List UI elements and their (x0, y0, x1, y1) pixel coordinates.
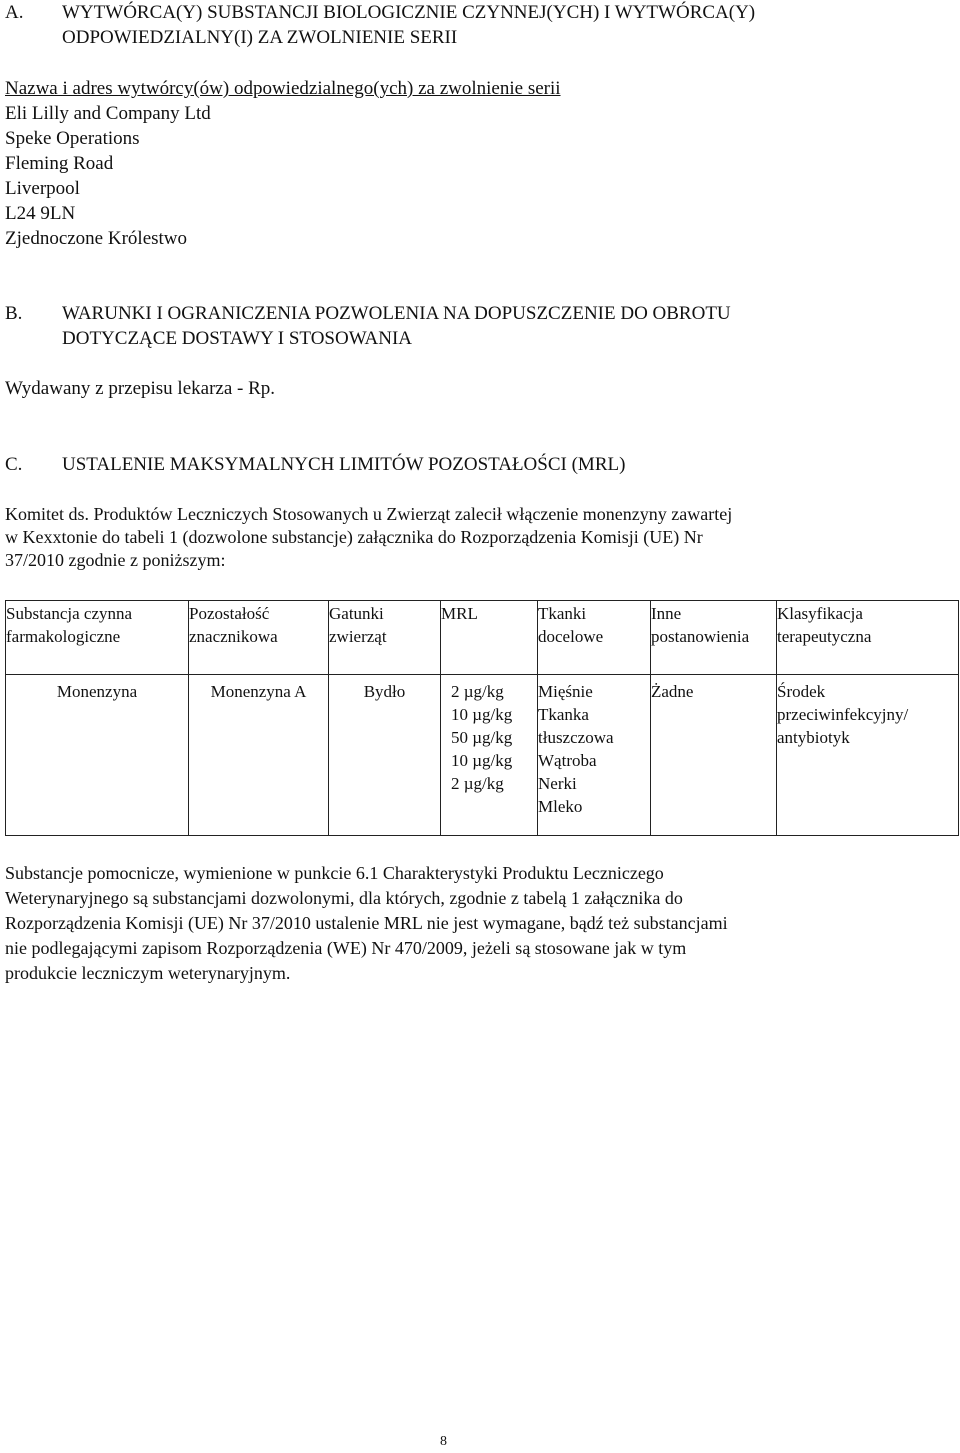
header-text: Pozostałość (189, 604, 270, 623)
address-line: Speke Operations (5, 128, 140, 149)
cell-mrl (441, 675, 538, 836)
prescription-text: Wydawany z przepisu lekarza - Rp. (5, 378, 276, 399)
cell-species: Bydło (329, 675, 441, 836)
table-row (6, 675, 959, 836)
section-c-letter: C. (5, 454, 23, 475)
section-b-title-line: WARUNKI I OGRANICZENIA POZWOLENIA NA DOPUSZCZENIE DO OBROTU (62, 303, 731, 324)
cell-substance: Monenzyna (6, 675, 189, 836)
address-line: Zjednoczone Królestwo (5, 228, 188, 249)
paragraph-line: Weterynaryjnego są substancjami dozwolonymi, dla których, zgodnie z tabelą 1 załącznika do (5, 888, 683, 908)
section-b-title-line: DOTYCZĄCE DOSTAWY I STOSOWANIA (62, 328, 413, 349)
section-a-letter: A. (5, 2, 24, 23)
mrl-table (5, 600, 959, 836)
tissue-value: Mleko (538, 797, 583, 816)
tissue-value: Wątroba (538, 751, 597, 770)
paragraph-line: w Kexxtonie do tabeli 1 (dozwolone substancje) załącznika do Rozporządzenia Komisji (UE) Nr (5, 527, 703, 547)
section-a-heading (5, 0, 945, 52)
paragraph-line: produkcie leczniczym weterynaryjnym. (5, 963, 291, 983)
header-cell-species (329, 601, 441, 675)
classification-value: Środek (777, 682, 826, 701)
header-text: farmakologiczne (6, 627, 121, 646)
header-cell-mrl (441, 601, 538, 675)
cell-other: Żadne (651, 675, 777, 836)
paragraph-line: Substancje pomocnicze, wymienione w punkcie 6.1 Charakterystyki Produktu Leczniczego (5, 863, 664, 883)
tissue-value: tłuszczowa (538, 728, 614, 747)
header-text: Gatunki (329, 604, 384, 623)
header-text: Tkanki (538, 604, 587, 623)
mrl-value: 10 µg/kg (451, 751, 513, 770)
mrl-intro-paragraph (5, 503, 955, 572)
header-cell-tissues (538, 601, 651, 675)
header-text: MRL (441, 604, 478, 623)
header-text: znacznikowa (189, 627, 278, 646)
section-b-heading (5, 301, 945, 353)
header-cell-other (651, 601, 777, 675)
section-b-title (62, 301, 942, 351)
mrl-value: 2 µg/kg (451, 682, 504, 701)
classification-value: przeciwinfekcyjny/ (777, 705, 909, 724)
cell-marker: Monenzyna A (189, 675, 329, 836)
address-label: Nazwa i adres wytwórcy(ów) odpowiedzialnego(ych) za zwolnienie serii (5, 78, 561, 99)
tissue-value: Mięśnie (538, 682, 593, 701)
header-text: Inne (651, 604, 682, 623)
paragraph-line: nie podlegającymi zapisom Rozporządzenia (WE) Nr 470/2009, jeżeli są stosowane jak w tym (5, 938, 687, 958)
header-text: zwierząt (329, 627, 387, 646)
address-line: Liverpool (5, 178, 80, 199)
header-text: terapeutyczna (777, 627, 872, 646)
header-text: Substancja czynna (6, 604, 133, 623)
tissue-value: Nerki (538, 774, 577, 793)
mrl-value: 2 µg/kg (451, 774, 504, 793)
page-number: 8 (440, 1434, 447, 1449)
section-a-title (62, 0, 942, 50)
tissue-value: Tkanka (538, 705, 589, 724)
section-b-letter: B. (5, 303, 23, 324)
section-c-heading (5, 452, 945, 478)
header-text: docelowe (538, 627, 604, 646)
paragraph-line: Komitet ds. Produktów Leczniczych Stosowanych u Zwierząt zalecił włączenie monenzyny zawartej (5, 504, 733, 524)
address-line: Fleming Road (5, 153, 114, 174)
table-header-row (6, 601, 959, 675)
cell-classification (777, 675, 959, 836)
paragraph-line: Rozporządzenia Komisji (UE) Nr 37/2010 ustalenie MRL nie jest wymagane, bądź też substancjami (5, 913, 728, 933)
section-a-title-line: ODPOWIEDZIALNY(I) ZA ZWOLNIENIE SERII (62, 27, 458, 48)
address-line: Eli Lilly and Company Ltd (5, 103, 211, 124)
header-text: postanowienia (651, 627, 750, 646)
section-a-title-line: WYTWÓRCA(Y) SUBSTANCJI BIOLOGICZNIE CZYNNEJ(YCH) I WYTWÓRCA(Y) (62, 2, 756, 23)
address-line: L24 9LN (5, 203, 76, 224)
header-cell-substance (6, 601, 189, 675)
header-text: Klasyfikacja (777, 604, 863, 623)
cell-tissues (538, 675, 651, 836)
paragraph-line: 37/2010 zgodnie z poniższym: (5, 550, 226, 570)
mrl-value: 50 µg/kg (451, 728, 513, 747)
header-cell-marker (189, 601, 329, 675)
excipients-paragraph (5, 861, 955, 986)
classification-value: antybiotyk (777, 728, 850, 747)
mrl-value: 10 µg/kg (451, 705, 513, 724)
header-cell-classification (777, 601, 959, 675)
section-c-title: USTALENIE MAKSYMALNYCH LIMITÓW POZOSTAŁOŚCI (MRL) (62, 454, 626, 475)
